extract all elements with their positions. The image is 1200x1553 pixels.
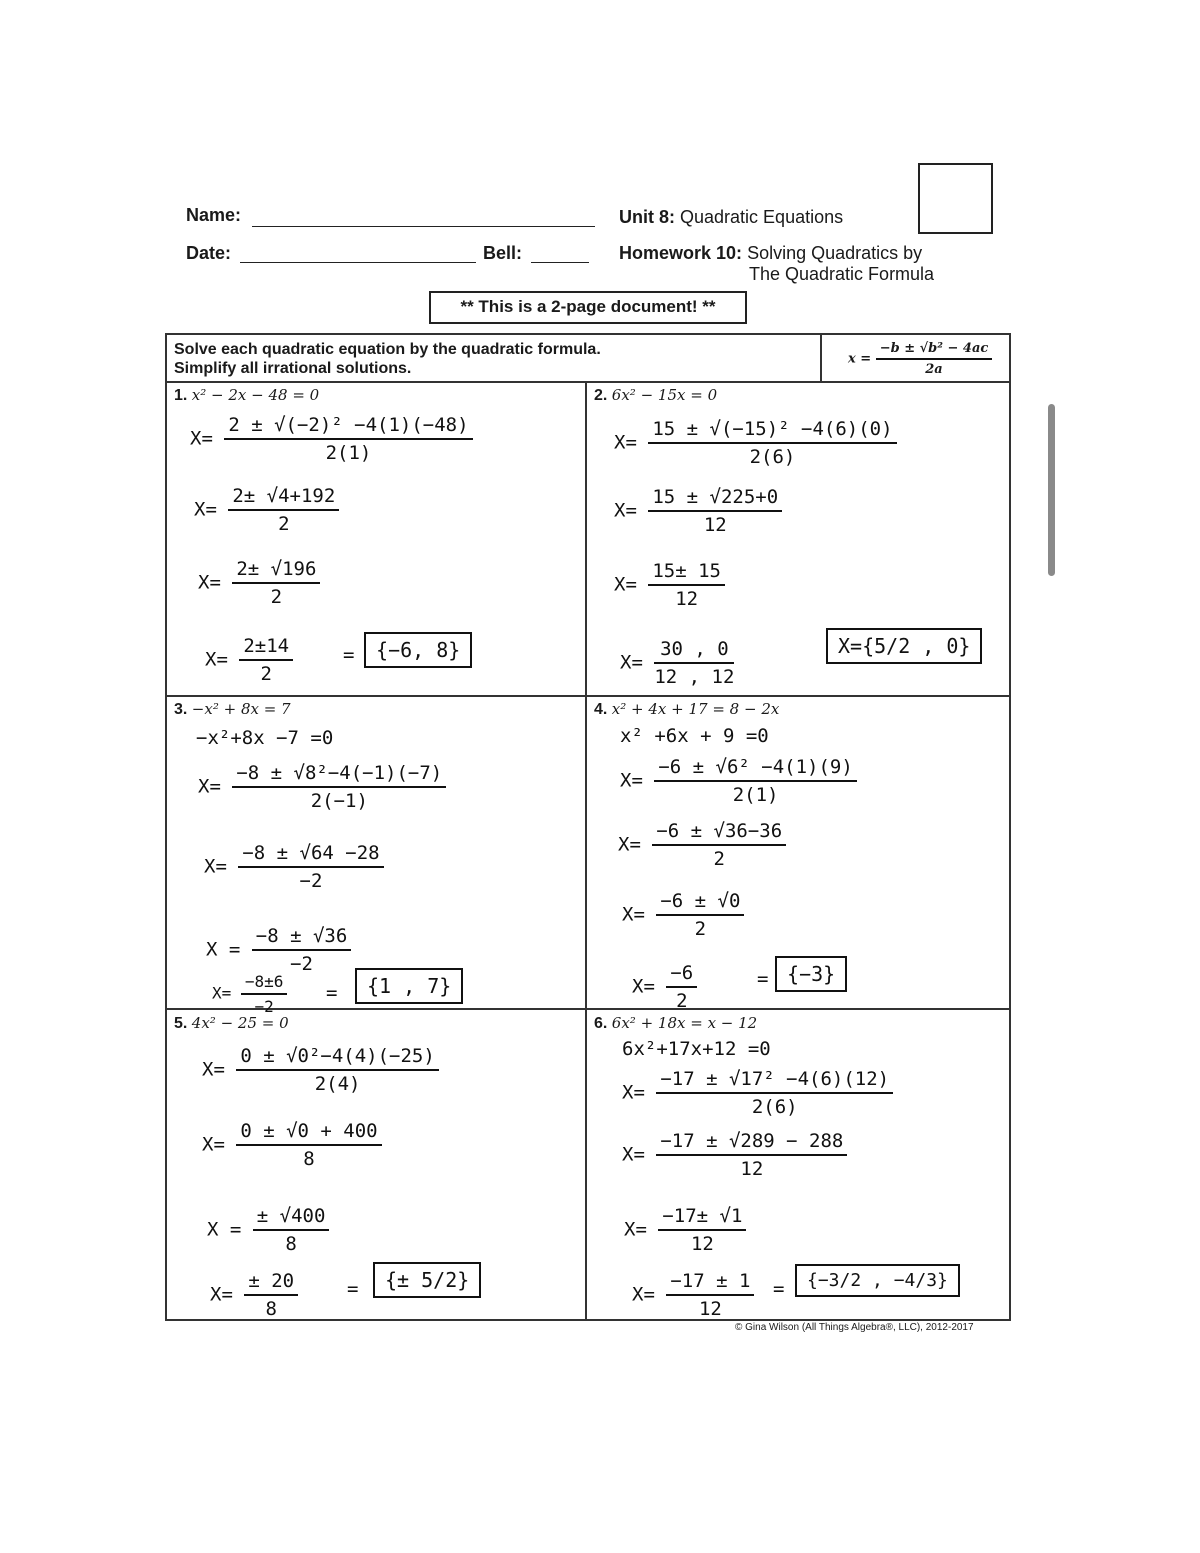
name-label: Name: bbox=[186, 205, 242, 225]
problem-4-header bbox=[594, 700, 779, 719]
homework-prefix: Homework 10: bbox=[619, 243, 743, 263]
step: X= $\frac{15 \pm √225+0}{12}$ bbox=[614, 486, 782, 536]
step: X= $\frac{2\pm √196}{2}$ bbox=[198, 558, 320, 608]
vertical-scrollbar[interactable] bbox=[1048, 404, 1055, 576]
answer-box: {−3} bbox=[775, 956, 847, 992]
step: X= $\frac{\text{15 ± √(−15)² −4(6)(0)}}{2(6)}$ bbox=[614, 418, 897, 468]
instructions-line2: Simplify all irrational solutions. bbox=[174, 360, 412, 377]
step: −x²+8x −7 =0 bbox=[196, 727, 334, 749]
answer-box: {−6, 8} bbox=[364, 632, 472, 668]
instructions-line1: Solve each quadratic equation by the quadratic formula. bbox=[174, 341, 601, 358]
quadratic-formula bbox=[848, 341, 992, 377]
formula-numerator: −b ± √b² − 4ac bbox=[876, 341, 993, 360]
bell-label: Bell: bbox=[483, 243, 523, 263]
grid-divider bbox=[165, 695, 1009, 697]
problem-number: 6. bbox=[594, 1015, 608, 1032]
problem-number: 1. bbox=[174, 387, 188, 404]
problem-number: 3. bbox=[174, 701, 188, 718]
grid-divider bbox=[820, 333, 822, 382]
formula-denominator: 2a bbox=[925, 362, 943, 377]
formula-lhs: x = bbox=[848, 351, 872, 367]
equals-sign: = bbox=[326, 982, 338, 1004]
problem-equation: −x² + 8x = 7 bbox=[191, 700, 291, 718]
problem-number: 5. bbox=[174, 1015, 188, 1032]
grid-divider bbox=[165, 1008, 1009, 1010]
step: X= $\frac{2\pm 14}{2}$ bbox=[205, 635, 293, 685]
problem-equation: x² − 2x − 48 = 0 bbox=[191, 386, 320, 404]
answer-box: X={5/2 , 0} bbox=[826, 628, 982, 664]
step: X= $\frac{\text{2 ± √(−2)² −4(1)(−48)}}{2(1)}$ bbox=[190, 414, 473, 464]
date-field[interactable] bbox=[240, 244, 476, 263]
unit-heading bbox=[619, 207, 843, 228]
step: X= $\frac{-17\pm √1}{12}$ bbox=[624, 1205, 746, 1255]
equals-sign: = bbox=[773, 1278, 785, 1300]
homework-title-line2: The Quadratic Formula bbox=[749, 264, 935, 284]
step: X= $\frac{\text{−17 ± √17² −4(6)(12)}}{2(6)}$ bbox=[622, 1068, 893, 1118]
step: X = $\frac{-8 \pm √36}{-2}$ bbox=[206, 925, 351, 975]
step: X= $\frac{-6}{2}$ bbox=[632, 962, 697, 1012]
date-label: Date: bbox=[186, 243, 232, 263]
answer-box: {−3/2 , −4/3} bbox=[795, 1264, 960, 1297]
score-box bbox=[918, 163, 993, 234]
problem-equation: 6x² + 18x = x − 12 bbox=[611, 1014, 758, 1032]
step: 6x²+17x+12 =0 bbox=[622, 1038, 771, 1060]
step: X= $\frac{-6 \pm √0}{2}$ bbox=[622, 890, 744, 940]
equals-sign: = bbox=[757, 968, 769, 990]
answer-box: {± 5/2} bbox=[373, 1262, 481, 1298]
unit-prefix: Unit 8: bbox=[619, 207, 675, 227]
step: X= $\frac{30 , 0}{12 , 12}$ bbox=[620, 638, 735, 688]
problem-2-header bbox=[594, 386, 717, 405]
copyright: © Gina Wilson (All Things Algebra®, LLC), 2012-2017 bbox=[735, 1322, 974, 1333]
problem-grid bbox=[165, 333, 1011, 1321]
step: X= $\frac{0 \pm √0 + 400}{8}$ bbox=[202, 1120, 382, 1170]
step: X= $\frac{-8 \pm √64 -28}{-2}$ bbox=[204, 842, 384, 892]
step: X= $\frac{\text{0 ± √0²−4(4)(−25)}}{2(4)}$ bbox=[202, 1045, 439, 1095]
equals-sign: = bbox=[347, 1278, 359, 1300]
instructions bbox=[174, 340, 601, 378]
step: X= $\frac{-6 \pm √36-36}{2}$ bbox=[618, 820, 786, 870]
problem-3-header bbox=[174, 700, 291, 719]
problem-equation: 4x² − 25 = 0 bbox=[191, 1014, 289, 1032]
problem-equation: 6x² − 15x = 0 bbox=[611, 386, 718, 404]
step: X= $\frac{\text{−6 ± √6² −4(1)(9)}}{2(1)}$ bbox=[620, 756, 857, 806]
homework-title-line1: Solving Quadratics by bbox=[747, 243, 923, 263]
bell-field[interactable] bbox=[531, 244, 589, 263]
problem-6-header bbox=[594, 1014, 757, 1033]
step: X = $\frac{\pm √400}{8}$ bbox=[207, 1205, 329, 1255]
name-field[interactable] bbox=[252, 208, 595, 227]
answer-box: {1 , 7} bbox=[355, 968, 463, 1004]
problem-equation: x² + 4x + 17 = 8 − 2x bbox=[611, 700, 780, 718]
step: x² +6x + 9 =0 bbox=[620, 725, 769, 747]
equals-sign: = bbox=[343, 644, 355, 666]
step: X= $\frac{15\pm 15}{12}$ bbox=[614, 560, 725, 610]
homework-heading bbox=[619, 243, 922, 264]
problem-number: 2. bbox=[594, 387, 608, 404]
step: X= $\frac{2\pm √4+192}{2}$ bbox=[194, 485, 339, 535]
step: X= $\frac{-17 \pm √289 - 288}{12}$ bbox=[622, 1130, 847, 1180]
step: X= $\frac{\pm 20}{8}$ bbox=[210, 1270, 298, 1320]
unit-title: Quadratic Equations bbox=[680, 207, 844, 227]
step: X= $\frac{\text{−8 ± √8²−4(−1)(−7)}}{2(-1)}$ bbox=[198, 762, 446, 812]
step: X= $\frac{-17 \pm 1}{12}$ bbox=[632, 1270, 754, 1320]
problem-5-header bbox=[174, 1014, 289, 1033]
problem-number: 4. bbox=[594, 701, 608, 718]
problem-1-header bbox=[174, 386, 319, 405]
two-page-banner: ** This is a 2-page document! ** bbox=[429, 291, 747, 324]
grid-divider bbox=[585, 381, 587, 1319]
step: X= $\frac{-8\pm 6}{-2}$ bbox=[212, 972, 287, 1016]
grid-divider bbox=[165, 381, 1009, 383]
